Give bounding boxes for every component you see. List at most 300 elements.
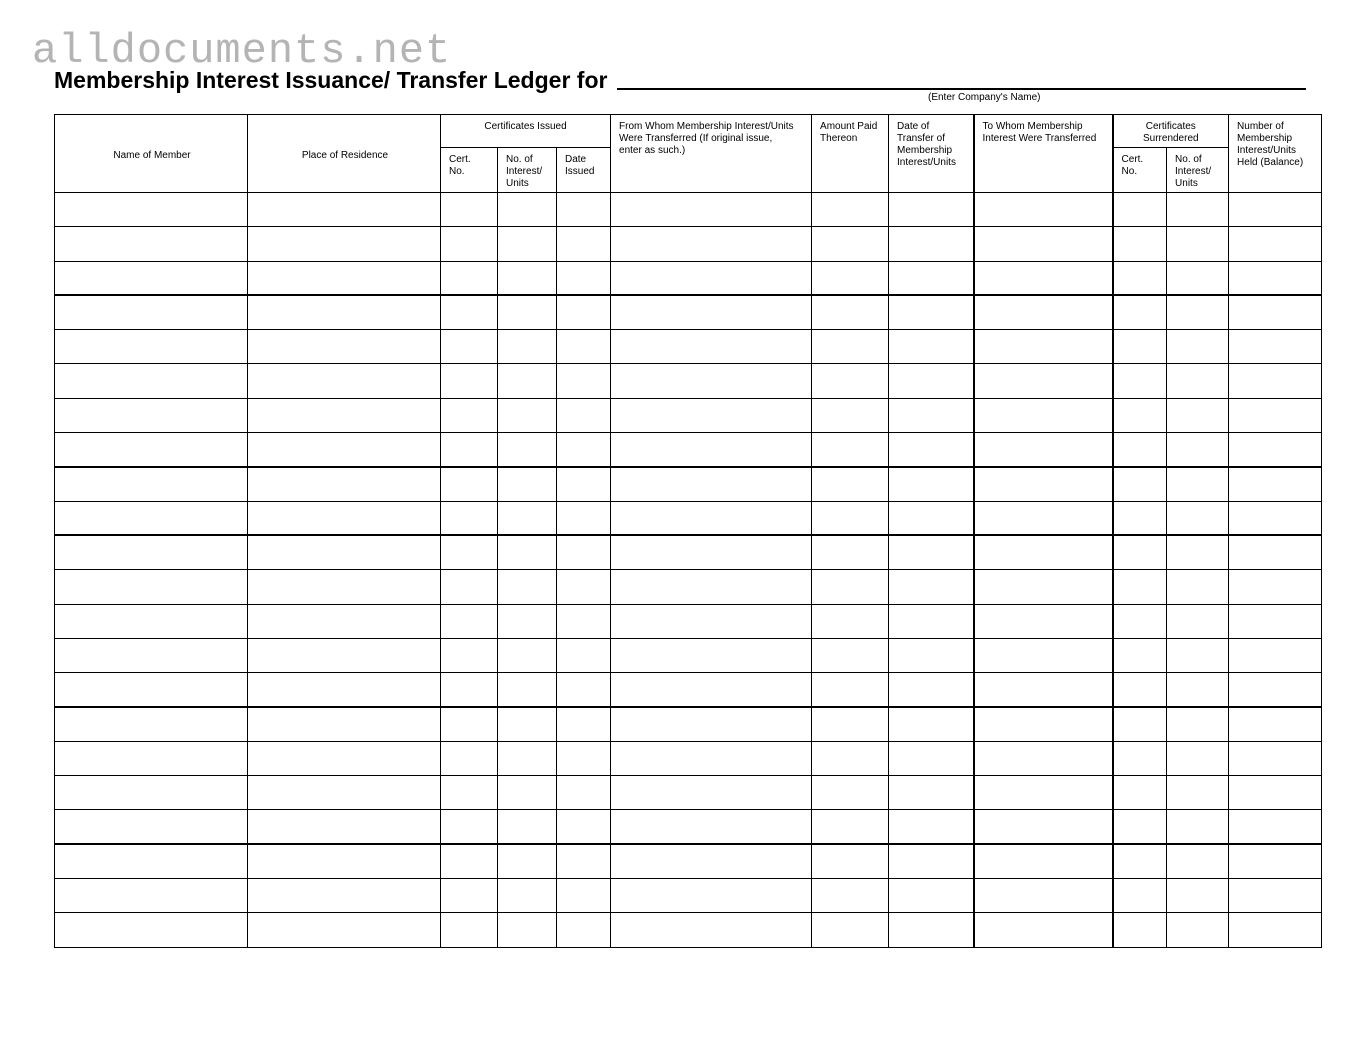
- from-whom-cell[interactable]: [611, 364, 812, 398]
- table-row: [55, 193, 1322, 227]
- number-held-cell[interactable]: [1229, 467, 1322, 501]
- table-row: [55, 227, 1322, 261]
- title-row: [54, 62, 1306, 92]
- date-issued-cell[interactable]: [557, 913, 611, 947]
- surrendered-no-of-interest-units-cell[interactable]: [1167, 878, 1229, 912]
- date-issued-cell[interactable]: [557, 467, 611, 501]
- number-held-cell[interactable]: [1229, 604, 1322, 638]
- surrendered-no-of-interest-units-cell[interactable]: [1167, 467, 1229, 501]
- place-of-residence-cell[interactable]: [248, 398, 441, 432]
- surrendered-no-of-interest-units-cell[interactable]: [1167, 398, 1229, 432]
- to-whom-cell[interactable]: [974, 776, 1113, 810]
- number-held-cell[interactable]: [1229, 776, 1322, 810]
- date-of-transfer-cell[interactable]: [889, 330, 974, 364]
- place-of-residence-cell[interactable]: [248, 810, 441, 844]
- to-whom-cell[interactable]: [974, 604, 1113, 638]
- name-of-member-cell[interactable]: [55, 364, 248, 398]
- cert-no-cell[interactable]: [441, 776, 498, 810]
- number-held-cell[interactable]: [1229, 707, 1322, 741]
- date-of-transfer-cell[interactable]: [889, 707, 974, 741]
- name-of-member-cell[interactable]: [55, 604, 248, 638]
- amount-paid-cell[interactable]: [812, 878, 889, 912]
- watermark: alldocuments.net: [32, 27, 452, 75]
- surrendered-no-of-interest-units-cell[interactable]: [1167, 501, 1229, 535]
- name-of-member-cell[interactable]: [55, 878, 248, 912]
- to-whom-cell[interactable]: [974, 844, 1113, 878]
- place-of-residence-cell[interactable]: [248, 227, 441, 261]
- no-of-interest-units-cell[interactable]: [498, 364, 557, 398]
- no-of-interest-units-cell[interactable]: [498, 673, 557, 707]
- cert-no-cell[interactable]: [441, 570, 498, 604]
- number-held-cell[interactable]: [1229, 398, 1322, 432]
- date-of-transfer-cell[interactable]: [889, 913, 974, 947]
- place-of-residence-cell[interactable]: [248, 295, 441, 329]
- date-of-transfer-cell[interactable]: [889, 467, 974, 501]
- no-of-interest-units-cell[interactable]: [498, 741, 557, 775]
- place-of-residence-cell[interactable]: [248, 673, 441, 707]
- surrendered-cert-no-cell[interactable]: [1113, 433, 1167, 467]
- to-whom-cell[interactable]: [974, 261, 1113, 295]
- no-of-interest-units-cell[interactable]: [498, 535, 557, 569]
- no-of-interest-units-cell[interactable]: [498, 227, 557, 261]
- from-whom-cell[interactable]: [611, 741, 812, 775]
- surrendered-cert-no-cell[interactable]: [1113, 878, 1167, 912]
- amount-paid-cell[interactable]: [812, 707, 889, 741]
- date-issued-cell[interactable]: [557, 776, 611, 810]
- number-held-cell[interactable]: [1229, 570, 1322, 604]
- surrendered-no-of-interest-units-cell[interactable]: [1167, 261, 1229, 295]
- to-whom-cell[interactable]: [974, 295, 1113, 329]
- amount-paid-cell[interactable]: [812, 810, 889, 844]
- date-issued-cell[interactable]: [557, 844, 611, 878]
- to-whom-cell[interactable]: [974, 878, 1113, 912]
- place-of-residence-cell[interactable]: [248, 638, 441, 672]
- place-of-residence-cell[interactable]: [248, 433, 441, 467]
- name-of-member-cell[interactable]: [55, 570, 248, 604]
- to-whom-cell[interactable]: [974, 364, 1113, 398]
- header-date-of-transfer: Date of Transfer of Membership Interest/Units: [889, 115, 974, 193]
- amount-paid-cell[interactable]: [812, 673, 889, 707]
- from-whom-cell[interactable]: [611, 913, 812, 947]
- name-of-member-cell[interactable]: [55, 467, 248, 501]
- surrendered-no-of-interest-units-cell[interactable]: [1167, 364, 1229, 398]
- from-whom-cell[interactable]: [611, 295, 812, 329]
- surrendered-cert-no-cell[interactable]: [1113, 741, 1167, 775]
- table-row: [55, 707, 1322, 741]
- name-of-member-cell[interactable]: [55, 844, 248, 878]
- amount-paid-cell[interactable]: [812, 433, 889, 467]
- company-name-line[interactable]: [617, 88, 1306, 90]
- surrendered-cert-no-cell[interactable]: [1113, 467, 1167, 501]
- amount-paid-cell[interactable]: [812, 570, 889, 604]
- number-held-cell[interactable]: [1229, 295, 1322, 329]
- number-held-cell[interactable]: [1229, 913, 1322, 947]
- to-whom-cell[interactable]: [974, 535, 1113, 569]
- date-of-transfer-cell[interactable]: [889, 776, 974, 810]
- from-whom-cell[interactable]: [611, 227, 812, 261]
- surrendered-cert-no-cell[interactable]: [1113, 330, 1167, 364]
- date-of-transfer-cell[interactable]: [889, 878, 974, 912]
- date-of-transfer-cell[interactable]: [889, 810, 974, 844]
- header-surrendered-cert-no: Cert. No.: [1113, 148, 1167, 193]
- date-issued-cell[interactable]: [557, 810, 611, 844]
- cert-no-cell[interactable]: [441, 467, 498, 501]
- number-held-cell[interactable]: [1229, 535, 1322, 569]
- from-whom-cell[interactable]: [611, 570, 812, 604]
- table-row: [55, 261, 1322, 295]
- no-of-interest-units-cell[interactable]: [498, 707, 557, 741]
- cert-no-cell[interactable]: [441, 844, 498, 878]
- name-of-member-cell[interactable]: [55, 295, 248, 329]
- place-of-residence-cell[interactable]: [248, 467, 441, 501]
- surrendered-no-of-interest-units-cell[interactable]: [1167, 673, 1229, 707]
- date-issued-cell[interactable]: [557, 570, 611, 604]
- date-issued-cell[interactable]: [557, 673, 611, 707]
- table-row: [55, 295, 1322, 329]
- number-held-cell[interactable]: [1229, 673, 1322, 707]
- no-of-interest-units-cell[interactable]: [498, 776, 557, 810]
- number-held-cell[interactable]: [1229, 364, 1322, 398]
- from-whom-cell[interactable]: [611, 467, 812, 501]
- date-issued-cell[interactable]: [557, 364, 611, 398]
- surrendered-no-of-interest-units-cell[interactable]: [1167, 330, 1229, 364]
- from-whom-cell[interactable]: [611, 330, 812, 364]
- cert-no-cell[interactable]: [441, 193, 498, 227]
- amount-paid-cell[interactable]: [812, 330, 889, 364]
- surrendered-cert-no-cell[interactable]: [1113, 844, 1167, 878]
- place-of-residence-cell[interactable]: [248, 913, 441, 947]
- name-of-member-cell[interactable]: [55, 501, 248, 535]
- to-whom-cell[interactable]: [974, 638, 1113, 672]
- from-whom-cell[interactable]: [611, 398, 812, 432]
- surrendered-no-of-interest-units-cell[interactable]: [1167, 913, 1229, 947]
- table-row: [55, 433, 1322, 467]
- number-held-cell[interactable]: [1229, 501, 1322, 535]
- from-whom-cell[interactable]: [611, 535, 812, 569]
- header-date-issued: Date Issued: [557, 148, 611, 193]
- name-of-member-cell[interactable]: [55, 810, 248, 844]
- date-of-transfer-cell[interactable]: [889, 673, 974, 707]
- surrendered-cert-no-cell[interactable]: [1113, 227, 1167, 261]
- no-of-interest-units-cell[interactable]: [498, 913, 557, 947]
- no-of-interest-units-cell[interactable]: [498, 295, 557, 329]
- no-of-interest-units-cell[interactable]: [498, 878, 557, 912]
- surrendered-cert-no-cell[interactable]: [1113, 604, 1167, 638]
- cert-no-cell[interactable]: [441, 501, 498, 535]
- table-row: [55, 741, 1322, 775]
- number-held-cell[interactable]: [1229, 810, 1322, 844]
- date-of-transfer-cell[interactable]: [889, 364, 974, 398]
- date-of-transfer-cell[interactable]: [889, 261, 974, 295]
- to-whom-cell[interactable]: [974, 433, 1113, 467]
- date-of-transfer-cell[interactable]: [889, 193, 974, 227]
- table-row: [55, 398, 1322, 432]
- date-issued-cell[interactable]: [557, 261, 611, 295]
- amount-paid-cell[interactable]: [812, 295, 889, 329]
- name-of-member-cell[interactable]: [55, 741, 248, 775]
- date-issued-cell[interactable]: [557, 604, 611, 638]
- amount-paid-cell[interactable]: [812, 638, 889, 672]
- date-issued-cell[interactable]: [557, 227, 611, 261]
- place-of-residence-cell[interactable]: [248, 878, 441, 912]
- page-title: Membership Interest Issuance/ Transfer Ledger for: [54, 67, 608, 93]
- date-of-transfer-cell[interactable]: [889, 604, 974, 638]
- date-of-transfer-cell[interactable]: [889, 741, 974, 775]
- date-of-transfer-cell[interactable]: [889, 501, 974, 535]
- amount-paid-cell[interactable]: [812, 467, 889, 501]
- date-of-transfer-cell[interactable]: [889, 398, 974, 432]
- cert-no-cell[interactable]: [441, 535, 498, 569]
- name-of-member-cell[interactable]: [55, 913, 248, 947]
- amount-paid-cell[interactable]: [812, 193, 889, 227]
- to-whom-cell[interactable]: [974, 193, 1113, 227]
- surrendered-cert-no-cell[interactable]: [1113, 535, 1167, 569]
- date-issued-cell[interactable]: [557, 501, 611, 535]
- place-of-residence-cell[interactable]: [248, 501, 441, 535]
- surrendered-cert-no-cell[interactable]: [1113, 913, 1167, 947]
- cert-no-cell[interactable]: [441, 707, 498, 741]
- amount-paid-cell[interactable]: [812, 227, 889, 261]
- name-of-member-cell[interactable]: [55, 707, 248, 741]
- from-whom-cell[interactable]: [611, 638, 812, 672]
- place-of-residence-cell[interactable]: [248, 844, 441, 878]
- date-issued-cell[interactable]: [557, 295, 611, 329]
- from-whom-cell[interactable]: [611, 433, 812, 467]
- cert-no-cell[interactable]: [441, 604, 498, 638]
- surrendered-cert-no-cell[interactable]: [1113, 261, 1167, 295]
- date-of-transfer-cell[interactable]: [889, 433, 974, 467]
- place-of-residence-cell[interactable]: [248, 535, 441, 569]
- surrendered-no-of-interest-units-cell[interactable]: [1167, 295, 1229, 329]
- ledger-body: [55, 193, 1322, 948]
- surrendered-no-of-interest-units-cell[interactable]: [1167, 433, 1229, 467]
- header-from-whom: From Whom Membership Interest/Units Were Transferred (If original issue, enter as such.): [611, 115, 812, 193]
- no-of-interest-units-cell[interactable]: [498, 844, 557, 878]
- header-to-whom: To Whom Membership Interest Were Transferred: [974, 115, 1113, 193]
- number-held-cell[interactable]: [1229, 227, 1322, 261]
- surrendered-cert-no-cell[interactable]: [1113, 673, 1167, 707]
- no-of-interest-units-cell[interactable]: [498, 398, 557, 432]
- surrendered-no-of-interest-units-cell[interactable]: [1167, 776, 1229, 810]
- header-certificates-issued: Certificates Issued: [441, 115, 611, 148]
- number-held-cell[interactable]: [1229, 741, 1322, 775]
- table-row: [55, 878, 1322, 912]
- header-no-of-interest-units: No. of Interest/ Units: [498, 148, 557, 193]
- surrendered-no-of-interest-units-cell[interactable]: [1167, 604, 1229, 638]
- cert-no-cell[interactable]: [441, 810, 498, 844]
- no-of-interest-units-cell[interactable]: [498, 501, 557, 535]
- surrendered-cert-no-cell[interactable]: [1113, 570, 1167, 604]
- to-whom-cell[interactable]: [974, 913, 1113, 947]
- to-whom-cell[interactable]: [974, 741, 1113, 775]
- surrendered-cert-no-cell[interactable]: [1113, 295, 1167, 329]
- to-whom-cell[interactable]: [974, 707, 1113, 741]
- cert-no-cell[interactable]: [441, 913, 498, 947]
- number-held-cell[interactable]: [1229, 878, 1322, 912]
- surrendered-cert-no-cell[interactable]: [1113, 810, 1167, 844]
- to-whom-cell[interactable]: [974, 227, 1113, 261]
- surrendered-cert-no-cell[interactable]: [1113, 776, 1167, 810]
- to-whom-cell[interactable]: [974, 330, 1113, 364]
- no-of-interest-units-cell[interactable]: [498, 467, 557, 501]
- number-held-cell[interactable]: [1229, 638, 1322, 672]
- number-held-cell[interactable]: [1229, 330, 1322, 364]
- amount-paid-cell[interactable]: [812, 535, 889, 569]
- name-of-member-cell[interactable]: [55, 398, 248, 432]
- table-row: [55, 810, 1322, 844]
- no-of-interest-units-cell[interactable]: [498, 570, 557, 604]
- date-issued-cell[interactable]: [557, 535, 611, 569]
- from-whom-cell[interactable]: [611, 707, 812, 741]
- table-row: [55, 913, 1322, 947]
- table-row: [55, 364, 1322, 398]
- from-whom-cell[interactable]: [611, 878, 812, 912]
- company-name-hint: (Enter Company's Name): [928, 92, 1041, 103]
- surrendered-no-of-interest-units-cell[interactable]: [1167, 570, 1229, 604]
- amount-paid-cell[interactable]: [812, 844, 889, 878]
- from-whom-cell[interactable]: [611, 604, 812, 638]
- date-issued-cell[interactable]: [557, 878, 611, 912]
- name-of-member-cell[interactable]: [55, 227, 248, 261]
- from-whom-cell[interactable]: [611, 673, 812, 707]
- amount-paid-cell[interactable]: [812, 261, 889, 295]
- place-of-residence-cell[interactable]: [248, 604, 441, 638]
- date-of-transfer-cell[interactable]: [889, 570, 974, 604]
- no-of-interest-units-cell[interactable]: [498, 330, 557, 364]
- number-held-cell[interactable]: [1229, 844, 1322, 878]
- place-of-residence-cell[interactable]: [248, 330, 441, 364]
- table-row: [55, 844, 1322, 878]
- surrendered-cert-no-cell[interactable]: [1113, 398, 1167, 432]
- cert-no-cell[interactable]: [441, 433, 498, 467]
- to-whom-cell[interactable]: [974, 673, 1113, 707]
- place-of-residence-cell[interactable]: [248, 776, 441, 810]
- surrendered-cert-no-cell[interactable]: [1113, 364, 1167, 398]
- cert-no-cell[interactable]: [441, 878, 498, 912]
- header-amount-paid: Amount Paid Thereon: [812, 115, 889, 193]
- surrendered-cert-no-cell[interactable]: [1113, 638, 1167, 672]
- from-whom-cell[interactable]: [611, 810, 812, 844]
- date-issued-cell[interactable]: [557, 398, 611, 432]
- header-surrendered-no-of-interest-units: No. of Interest/ Units: [1167, 148, 1229, 193]
- surrendered-no-of-interest-units-cell[interactable]: [1167, 741, 1229, 775]
- name-of-member-cell[interactable]: [55, 330, 248, 364]
- amount-paid-cell[interactable]: [812, 398, 889, 432]
- date-of-transfer-cell[interactable]: [889, 227, 974, 261]
- surrendered-no-of-interest-units-cell[interactable]: [1167, 844, 1229, 878]
- amount-paid-cell[interactable]: [812, 501, 889, 535]
- table-row: [55, 673, 1322, 707]
- cert-no-cell[interactable]: [441, 638, 498, 672]
- cert-no-cell[interactable]: [441, 673, 498, 707]
- surrendered-cert-no-cell[interactable]: [1113, 707, 1167, 741]
- from-whom-cell[interactable]: [611, 501, 812, 535]
- place-of-residence-cell[interactable]: [248, 261, 441, 295]
- to-whom-cell[interactable]: [974, 570, 1113, 604]
- no-of-interest-units-cell[interactable]: [498, 193, 557, 227]
- no-of-interest-units-cell[interactable]: [498, 604, 557, 638]
- no-of-interest-units-cell[interactable]: [498, 433, 557, 467]
- header-number-held: Number of Membership Interest/Units Held (Balance): [1229, 115, 1322, 193]
- number-held-cell[interactable]: [1229, 433, 1322, 467]
- place-of-residence-cell[interactable]: [248, 707, 441, 741]
- surrendered-cert-no-cell[interactable]: [1113, 193, 1167, 227]
- cert-no-cell[interactable]: [441, 364, 498, 398]
- date-issued-cell[interactable]: [557, 707, 611, 741]
- table-row: [55, 604, 1322, 638]
- date-of-transfer-cell[interactable]: [889, 638, 974, 672]
- surrendered-cert-no-cell[interactable]: [1113, 501, 1167, 535]
- cert-no-cell[interactable]: [441, 261, 498, 295]
- from-whom-cell[interactable]: [611, 776, 812, 810]
- date-issued-cell[interactable]: [557, 638, 611, 672]
- name-of-member-cell[interactable]: [55, 638, 248, 672]
- name-of-member-cell[interactable]: [55, 776, 248, 810]
- name-of-member-cell[interactable]: [55, 193, 248, 227]
- surrendered-no-of-interest-units-cell[interactable]: [1167, 193, 1229, 227]
- surrendered-no-of-interest-units-cell[interactable]: [1167, 227, 1229, 261]
- name-of-member-cell[interactable]: [55, 673, 248, 707]
- place-of-residence-cell[interactable]: [248, 570, 441, 604]
- from-whom-cell[interactable]: [611, 193, 812, 227]
- date-of-transfer-cell[interactable]: [889, 535, 974, 569]
- surrendered-no-of-interest-units-cell[interactable]: [1167, 638, 1229, 672]
- amount-paid-cell[interactable]: [812, 913, 889, 947]
- to-whom-cell[interactable]: [974, 501, 1113, 535]
- cert-no-cell[interactable]: [441, 398, 498, 432]
- amount-paid-cell[interactable]: [812, 741, 889, 775]
- name-of-member-cell[interactable]: [55, 433, 248, 467]
- date-issued-cell[interactable]: [557, 193, 611, 227]
- amount-paid-cell[interactable]: [812, 776, 889, 810]
- cert-no-cell[interactable]: [441, 330, 498, 364]
- header-place-of-residence: Place of Residence: [248, 115, 441, 193]
- name-of-member-cell[interactable]: [55, 261, 248, 295]
- cert-no-cell[interactable]: [441, 227, 498, 261]
- number-held-cell[interactable]: [1229, 193, 1322, 227]
- from-whom-cell[interactable]: [611, 261, 812, 295]
- place-of-residence-cell[interactable]: [248, 193, 441, 227]
- table-row: [55, 570, 1322, 604]
- cert-no-cell[interactable]: [441, 295, 498, 329]
- cert-no-cell[interactable]: [441, 741, 498, 775]
- to-whom-cell[interactable]: [974, 398, 1113, 432]
- date-issued-cell[interactable]: [557, 433, 611, 467]
- table-row: [55, 638, 1322, 672]
- no-of-interest-units-cell[interactable]: [498, 261, 557, 295]
- amount-paid-cell[interactable]: [812, 604, 889, 638]
- to-whom-cell[interactable]: [974, 467, 1113, 501]
- place-of-residence-cell[interactable]: [248, 741, 441, 775]
- ledger-table: [54, 114, 1322, 948]
- date-of-transfer-cell[interactable]: [889, 295, 974, 329]
- surrendered-no-of-interest-units-cell[interactable]: [1167, 707, 1229, 741]
- date-issued-cell[interactable]: [557, 330, 611, 364]
- number-held-cell[interactable]: [1229, 261, 1322, 295]
- date-of-transfer-cell[interactable]: [889, 844, 974, 878]
- place-of-residence-cell[interactable]: [248, 364, 441, 398]
- no-of-interest-units-cell[interactable]: [498, 638, 557, 672]
- surrendered-no-of-interest-units-cell[interactable]: [1167, 810, 1229, 844]
- date-issued-cell[interactable]: [557, 741, 611, 775]
- name-of-member-cell[interactable]: [55, 535, 248, 569]
- header-certificates-surrendered: Certificates Surrendered: [1113, 115, 1229, 148]
- from-whom-cell[interactable]: [611, 844, 812, 878]
- no-of-interest-units-cell[interactable]: [498, 810, 557, 844]
- to-whom-cell[interactable]: [974, 810, 1113, 844]
- surrendered-no-of-interest-units-cell[interactable]: [1167, 535, 1229, 569]
- amount-paid-cell[interactable]: [812, 364, 889, 398]
